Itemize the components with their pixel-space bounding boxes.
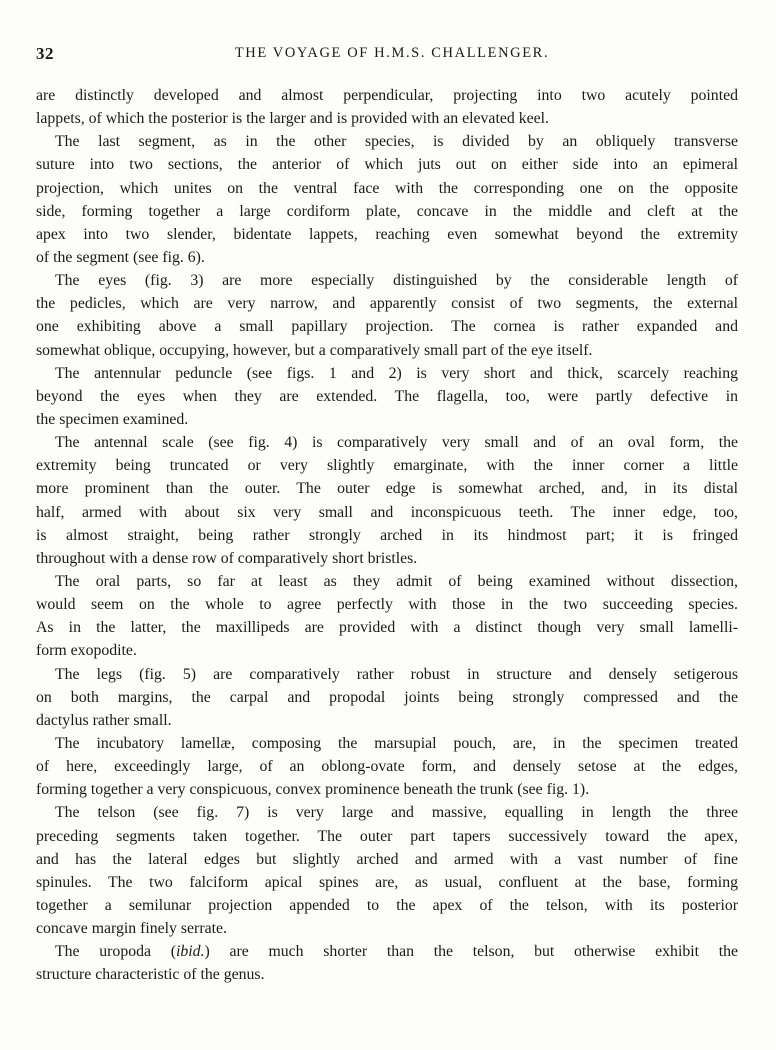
text-line: and has the lateral edges but slightly arched and armed with a vast number of fine [36,850,738,868]
page-number: 32 [36,44,54,63]
text-line: beyond the eyes when they are extended. The flagella, too, were partly defective in [36,387,738,405]
text-line: the pedicles, which are very narrow, and apparently consist of two segments, the external [36,295,738,313]
text-line: As in the latter, the maxillipeds are provided with a distinct though very small lamelli- [36,619,738,637]
text-line: projection, which unites on the ventral face with the corresponding one on the opposite [36,179,738,197]
text-line: concave margin finely serrate. [36,920,227,938]
text-line: the specimen examined. [36,410,189,428]
text-line: are distinctly developed and almost perpendicular, projecting into two acutely pointed [36,87,738,104]
text-line: on both margins, the carpal and propodal joints being strongly compressed and the [36,688,738,706]
text-line: structure characteristic of the genus. [36,966,265,984]
paragraph [36,130,738,269]
text-line: preceding segments taken together. The outer part tapers successively toward the apex, [36,827,738,845]
paragraph [36,431,738,570]
paragraph [36,801,738,940]
text-line: more prominent than the outer. The outer edge is somewhat arched, and, in its distal [36,480,738,498]
text-line: forming together a very conspicuous, convex prominence beneath the trunk (see fig. 1). [36,781,590,799]
text-line: spinules. The two falciform apical spines are, as usual, confluent at the base, forming [36,873,738,891]
italic-reference: ibid. [176,943,205,961]
text-line: The incubatory lamellæ, composing the marsupial pouch, are, in the specimen treated [55,734,738,752]
paragraph [36,663,738,732]
text-line: suture into two sections, the anterior of which juts out on either side into an epimeral [36,156,738,174]
paragraph [36,84,738,130]
text-line: The uropoda (ibid.) are much shorter than the telson, but otherwise exhibit the [55,943,739,961]
text-line: throughout with a dense row of comparatively short bristles. [36,549,418,567]
body-text [36,84,738,986]
paragraph [36,732,738,801]
paragraph [36,362,738,431]
text-line: together a semilunar projection appended to the apex of the telson, with its posterior [36,896,738,914]
paragraph [36,940,738,986]
text-line: form exopodite. [36,642,137,660]
text-line: half, armed with about six very small and inconspicuous teeth. The inner edge, too, [36,503,738,521]
text-line: The last segment, as in the other species, is divided by an obliquely transverse [55,133,738,151]
text-line: of the segment (see fig. 6). [36,248,205,266]
paragraph [36,269,738,362]
text-line: lappets, of which the posterior is the larger and is provided with an elevated keel. [36,110,549,128]
text-line: would seem on the whole to agree perfectly with those in the two succeeding species. [36,596,738,614]
text-line: The telson (see fig. 7) is very large and massive, equalling in length the three [55,804,738,822]
text-line: dactylus rather small. [36,711,172,729]
text-line: apex into two slender, bidentate lappets, reaching even somewhat beyond the extremity [36,225,738,243]
text-line: The antennular peduncle (see figs. 1 and 2) is very short and thick, scarcely reaching [55,364,738,382]
text-line: The antennal scale (see fig. 4) is comparatively very small and of an oval form, the [55,434,738,452]
text-line: somewhat oblique, occupying, however, but a comparatively small part of the eye itself. [36,341,593,359]
text-line: of here, exceedingly large, of an oblong-ovate form, and densely setose at the edges, [36,758,738,776]
running-title: THE VOYAGE OF H.M.S. CHALLENGER. [234,45,550,61]
text-line: is almost straight, being rather strongly arched in its hindmost part; it is fringed [36,526,738,544]
page-header [36,44,738,66]
text-line: The oral parts, so far at least as they admit of being examined without dissection, [55,572,738,590]
text-line: extremity being truncated or very slightly emarginate, with the inner corner a little [36,457,738,475]
text-line: The eyes (fig. 3) are more especially distinguished by the considerable length of [55,272,738,290]
text-line: side, forming together a large cordiform plate, concave in the middle and cleft at the [36,202,738,220]
text-line: one exhibiting above a small papillary projection. The cornea is rather expanded and [36,318,738,336]
text-line: The legs (fig. 5) are comparatively rather robust in structure and densely setigerous [55,665,738,683]
paragraph [36,570,738,663]
